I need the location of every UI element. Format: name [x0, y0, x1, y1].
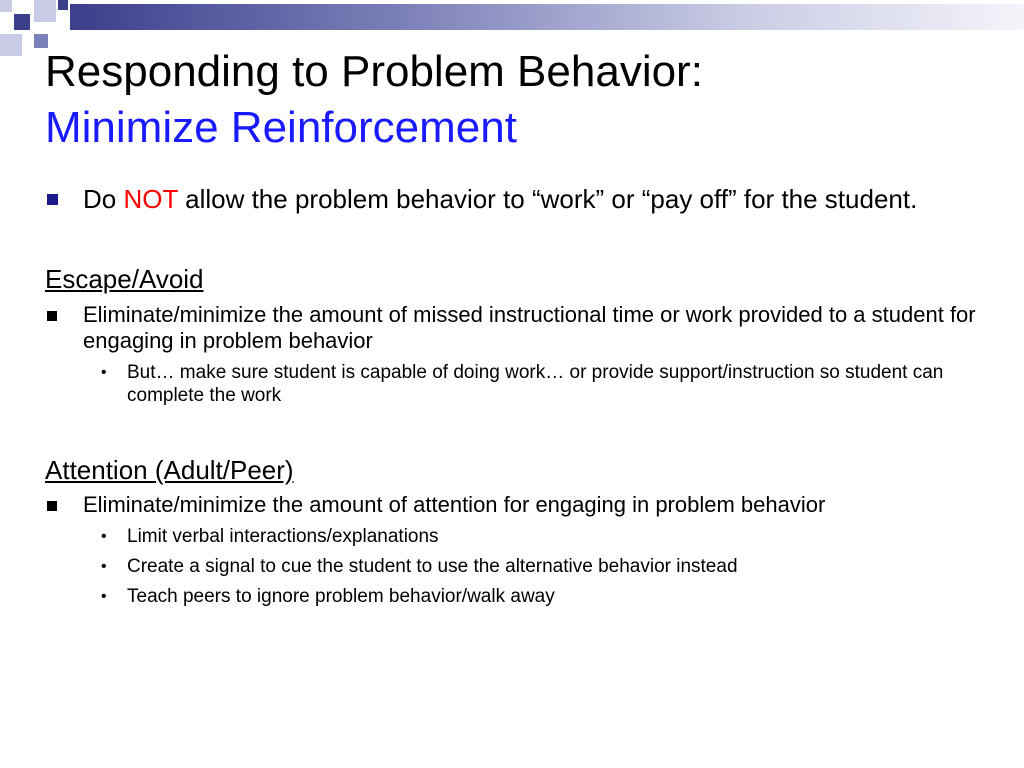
slide-body [45, 184, 1005, 608]
decor-square-2 [14, 14, 30, 30]
sub-item [45, 525, 1005, 548]
small-square-bullet-icon [47, 501, 57, 511]
decor-square-6 [58, 0, 68, 10]
intro-bullet [45, 184, 1005, 215]
square-bullet-icon [47, 194, 58, 205]
section-heading-escape: Escape/Avoid [45, 264, 204, 294]
sub-item [45, 585, 1005, 608]
sub-item [45, 361, 1005, 407]
section-bullet-attention [45, 492, 1005, 518]
small-square-bullet-icon [47, 311, 57, 321]
section-bullet-escape [45, 302, 1005, 354]
section-heading-attention: Attention (Adult/Peer) [45, 455, 294, 485]
bullet-text: Eliminate/minimize the amount of missed instructional time or work provided to a student for engaging in problem behavior [83, 302, 976, 353]
dot-bullet-icon: • [101, 364, 107, 381]
intro-suffix: allow the problem behavior to “work” or “pay off” for the student. [177, 184, 918, 214]
dot-bullet-icon: • [101, 558, 107, 575]
sub-item-text: Limit verbal interactions/explanations [127, 526, 439, 547]
decor-square-1 [0, 0, 12, 12]
dot-bullet-icon: • [101, 588, 107, 605]
intro-prefix: Do [83, 184, 124, 214]
sub-item-text: Create a signal to cue the student to use the alternative behavior instead [127, 556, 738, 577]
title-line-2: Minimize Reinforcement [45, 103, 517, 152]
title-line-1: Responding to Problem Behavior: [45, 47, 703, 96]
dot-bullet-icon: • [101, 528, 107, 545]
sub-item [45, 555, 1005, 578]
sub-item-text: But… make sure student is capable of doing work… or provide support/instruction so student can complete the work [127, 362, 944, 406]
intro-emphasis: NOT [123, 184, 178, 214]
bullet-text: Eliminate/minimize the amount of attention for engaging in problem behavior [83, 492, 826, 517]
slide-title [45, 44, 1005, 156]
sub-item-text: Teach peers to ignore problem behavior/walk away [127, 586, 555, 607]
decor-header-bar [70, 4, 1024, 30]
decor-square-4 [0, 34, 22, 56]
decor-square-3 [34, 0, 56, 22]
